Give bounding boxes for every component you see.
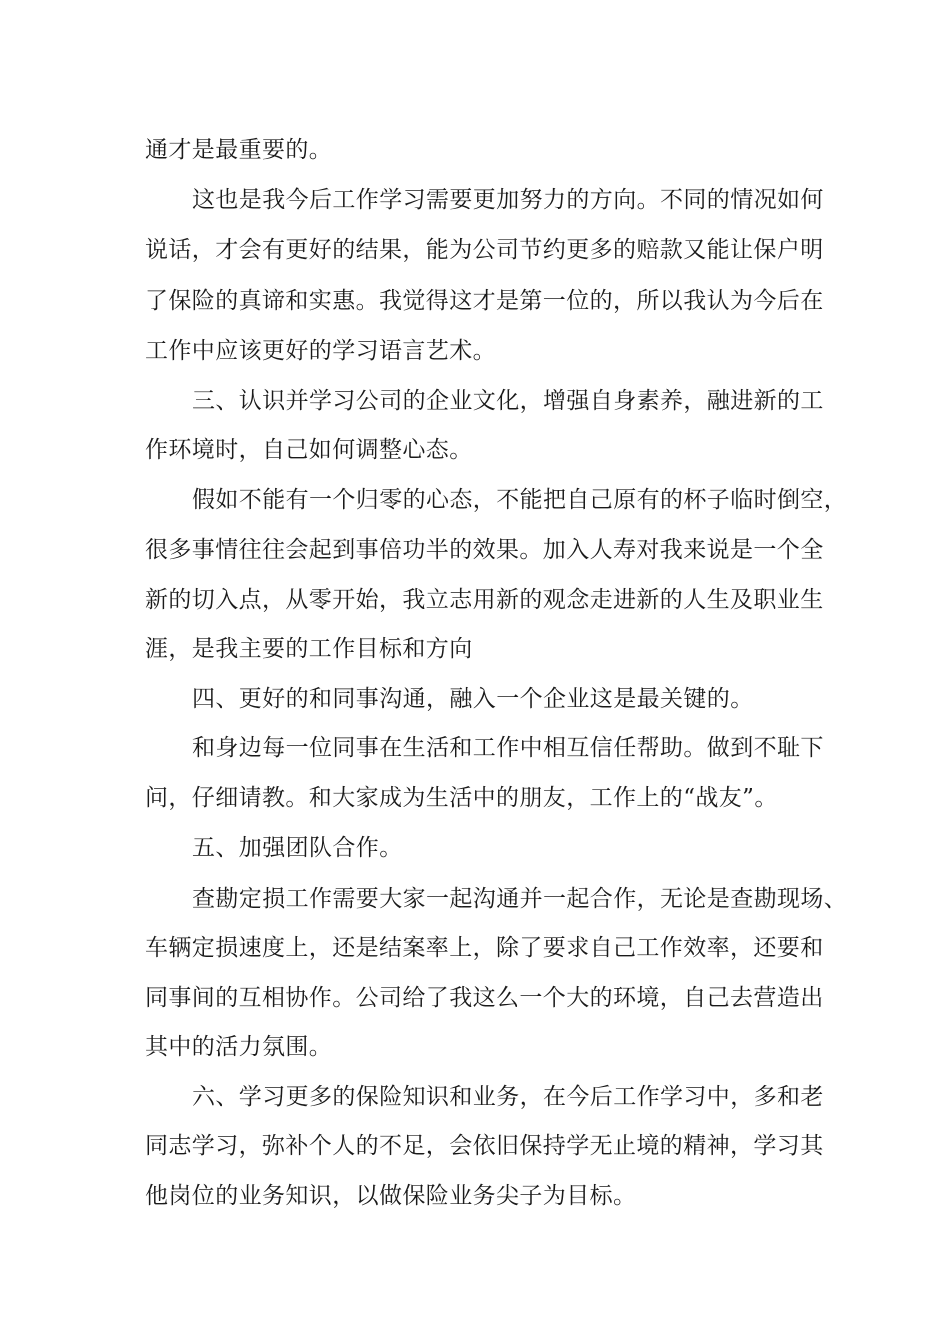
text-line: 他岗位的业务知识，以做保险业务尖子为目标。	[145, 1183, 637, 1209]
text-line: 其中的活力氛围。	[145, 1034, 333, 1060]
text-line: 和身边每一位同事在生活和工作中相互信任帮助。做到不耻下	[192, 735, 824, 761]
text-line: 五、加强团队合作。	[192, 835, 403, 861]
text-line: 假如不能有一个归零的心态，不能把自己原有的杯子临时倒空，	[192, 487, 848, 513]
text-line: 这也是我今后工作学习需要更加努力的方向。不同的情况如何	[192, 187, 824, 213]
text-line: 同志学习，弥补个人的不足，会依旧保持学无止境的精神，学习其	[145, 1133, 824, 1159]
text-line: 了保险的真谛和实惠。我觉得这才是第一位的，所以我认为今后在	[145, 288, 824, 314]
text-line: 涯，是我主要的工作目标和方向	[145, 636, 473, 662]
text-line: 问，仔细请教。和大家成为生活中的朋友，工作上的“战友”。	[145, 785, 778, 811]
text-line: 查勘定损工作需要大家一起沟通并一起合作，无论是查勘现场、	[192, 886, 848, 912]
text-line: 通才是最重要的。	[145, 137, 333, 163]
text-line: 作环境时，自己如何调整心态。	[145, 437, 473, 463]
text-line: 四、更好的和同事沟通，融入一个企业这是最关键的。	[192, 686, 754, 712]
text-line: 六、学习更多的保险知识和业务，在今后工作学习中，多和老	[192, 1084, 824, 1110]
text-line: 很多事情往往会起到事倍功半的效果。加入人寿对我来说是一个全	[145, 537, 824, 563]
text-line: 三、认识并学习公司的企业文化，增强自身素养，融进新的工	[192, 388, 824, 414]
text-line: 同事间的互相协作。公司给了我这么一个大的环境，自己去营造出	[145, 985, 824, 1011]
text-line: 工作中应该更好的学习语言艺术。	[145, 338, 496, 364]
text-line: 新的切入点，从零开始，我立志用新的观念走进新的人生及职业生	[145, 587, 824, 613]
text-line: 车辆定损速度上，还是结案率上，除了要求自己工作效率，还要和	[145, 935, 824, 961]
text-line: 说话，才会有更好的结果，能为公司节约更多的赔款又能让保户明	[145, 237, 824, 263]
